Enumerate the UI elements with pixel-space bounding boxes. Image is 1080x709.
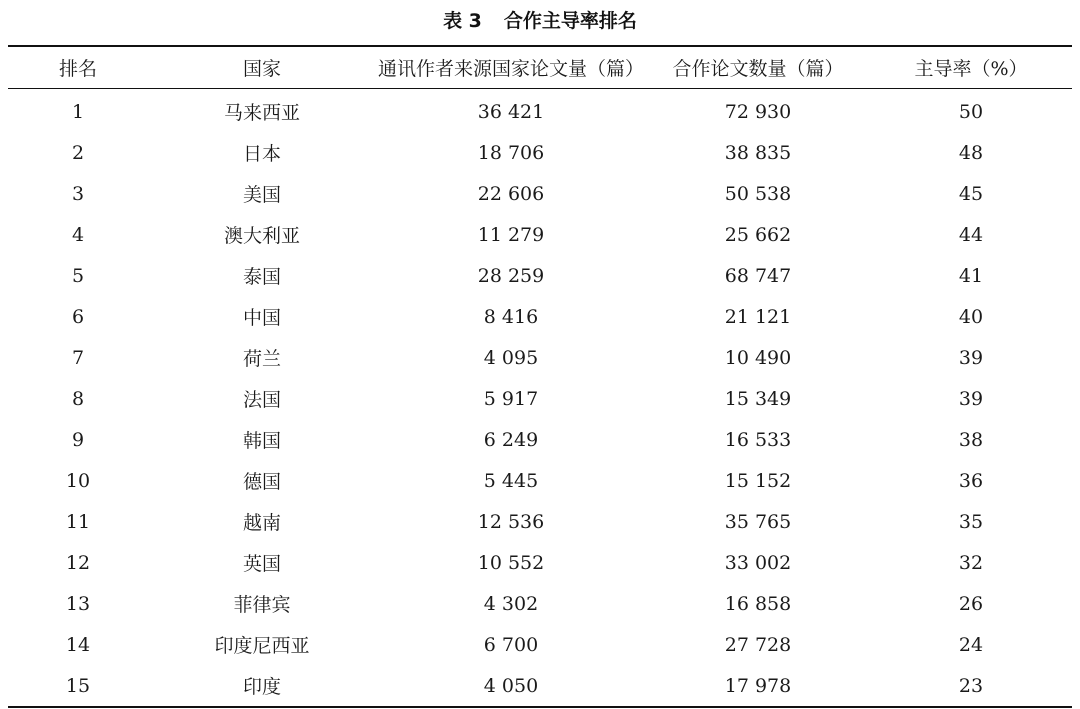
- cell-corresponding-papers: 22 606: [477, 182, 545, 205]
- table-row: [8, 173, 1072, 214]
- cell-rank: 7: [71, 346, 85, 369]
- cell-country: 韩国: [242, 430, 281, 452]
- cell-corresponding-papers: 4 095: [483, 346, 539, 369]
- cell-country: 美国: [242, 184, 281, 206]
- cell-leadership-rate: 39: [958, 387, 984, 410]
- cell-leadership-rate: 41: [958, 264, 984, 287]
- cell-collaboration-papers: 16 858: [724, 592, 792, 615]
- cell-rank: 13: [65, 592, 91, 615]
- table-row: [8, 378, 1072, 419]
- cell-country: 法国: [242, 389, 281, 411]
- cell-collaboration-papers: 16 533: [724, 428, 792, 451]
- cell-collaboration-papers: 72 930: [724, 100, 792, 123]
- table-row: [8, 337, 1072, 378]
- cell-collaboration-papers: 10 490: [724, 346, 792, 369]
- cell-collaboration-papers: 27 728: [724, 633, 792, 656]
- cell-collaboration-papers: 15 349: [724, 387, 792, 410]
- cell-rank: 11: [65, 510, 91, 533]
- cell-country: 印度尼西亚: [214, 635, 310, 657]
- table-row: [8, 501, 1072, 542]
- cell-rank: 8: [71, 387, 85, 410]
- table-row: [8, 419, 1072, 460]
- cell-rank: 1: [71, 100, 85, 123]
- cell-country: 日本: [242, 143, 281, 165]
- cell-collaboration-papers: 33 002: [724, 551, 792, 574]
- table-row: [8, 132, 1072, 173]
- table-header-row: [8, 46, 1072, 89]
- cell-leadership-rate: 39: [958, 346, 984, 369]
- cell-corresponding-papers: 5 445: [483, 469, 539, 492]
- cell-collaboration-papers: 21 121: [724, 305, 792, 328]
- cell-country: 泰国: [242, 266, 281, 288]
- header-country: 国家: [242, 58, 281, 80]
- table-row: [8, 665, 1072, 707]
- cell-collaboration-papers: 17 978: [724, 674, 792, 697]
- cell-rank: 5: [71, 264, 85, 287]
- cell-leadership-rate: 35: [958, 510, 984, 533]
- cell-corresponding-papers: 28 259: [477, 264, 545, 287]
- cell-corresponding-papers: 4 302: [483, 592, 539, 615]
- cell-rank: 4: [71, 223, 85, 246]
- cell-corresponding-papers: 5 917: [483, 387, 539, 410]
- cell-rank: 15: [65, 674, 91, 697]
- cell-leadership-rate: 36: [958, 469, 984, 492]
- cell-rank: 3: [71, 182, 85, 205]
- table-row: [8, 214, 1072, 255]
- cell-leadership-rate: 45: [958, 182, 984, 205]
- cell-leadership-rate: 38: [958, 428, 984, 451]
- cell-leadership-rate: 48: [958, 141, 984, 164]
- table-caption: [0, 0, 1080, 38]
- header-corresponding-papers: 通讯作者来源国家论文量（篇）: [377, 58, 644, 80]
- cell-country: 印度: [242, 676, 281, 698]
- cell-corresponding-papers: 8 416: [483, 305, 539, 328]
- header-leadership-rate: 主导率（%）: [914, 58, 1028, 80]
- cell-leadership-rate: 44: [958, 223, 984, 246]
- table-row: [8, 460, 1072, 501]
- cell-country: 菲律宾: [233, 594, 291, 616]
- cell-corresponding-papers: 6 700: [483, 633, 539, 656]
- table-row: [8, 542, 1072, 583]
- cell-collaboration-papers: 50 538: [724, 182, 792, 205]
- cell-country: 越南: [242, 512, 281, 534]
- cell-rank: 12: [65, 551, 91, 574]
- table-row: [8, 89, 1072, 133]
- cell-leadership-rate: 32: [958, 551, 984, 574]
- table-row: [8, 583, 1072, 624]
- cell-collaboration-papers: 15 152: [724, 469, 792, 492]
- leadership-rate-table: [8, 45, 1072, 708]
- table-row: [8, 624, 1072, 665]
- table-title: 合作主导率排名: [503, 9, 637, 32]
- cell-corresponding-papers: 4 050: [483, 674, 539, 697]
- cell-corresponding-papers: 11 279: [477, 223, 545, 246]
- cell-country: 中国: [242, 307, 281, 329]
- cell-rank: 14: [65, 633, 91, 656]
- cell-corresponding-papers: 18 706: [477, 141, 545, 164]
- cell-corresponding-papers: 12 536: [477, 510, 545, 533]
- header-collaboration-papers: 合作论文数量（篇）: [672, 58, 844, 80]
- cell-rank: 9: [71, 428, 85, 451]
- table-number: 表 3: [443, 9, 482, 32]
- cell-collaboration-papers: 25 662: [724, 223, 792, 246]
- header-rank: 排名: [58, 58, 97, 80]
- cell-country: 荷兰: [242, 348, 281, 370]
- table-row: [8, 296, 1072, 337]
- cell-leadership-rate: 24: [958, 633, 984, 656]
- table-row: [8, 255, 1072, 296]
- cell-collaboration-papers: 35 765: [724, 510, 792, 533]
- cell-rank: 10: [65, 469, 91, 492]
- cell-leadership-rate: 23: [958, 674, 984, 697]
- cell-country: 澳大利亚: [223, 225, 300, 247]
- cell-country: 马来西亚: [223, 102, 300, 124]
- cell-leadership-rate: 40: [958, 305, 984, 328]
- cell-rank: 6: [71, 305, 85, 328]
- cell-leadership-rate: 50: [958, 100, 984, 123]
- cell-collaboration-papers: 68 747: [724, 264, 792, 287]
- cell-rank: 2: [71, 141, 85, 164]
- cell-country: 英国: [242, 553, 281, 575]
- cell-country: 德国: [242, 471, 281, 493]
- cell-leadership-rate: 26: [958, 592, 984, 615]
- cell-collaboration-papers: 38 835: [724, 141, 792, 164]
- table-body: [8, 89, 1072, 708]
- cell-corresponding-papers: 10 552: [477, 551, 545, 574]
- cell-corresponding-papers: 6 249: [483, 428, 539, 451]
- cell-corresponding-papers: 36 421: [477, 100, 545, 123]
